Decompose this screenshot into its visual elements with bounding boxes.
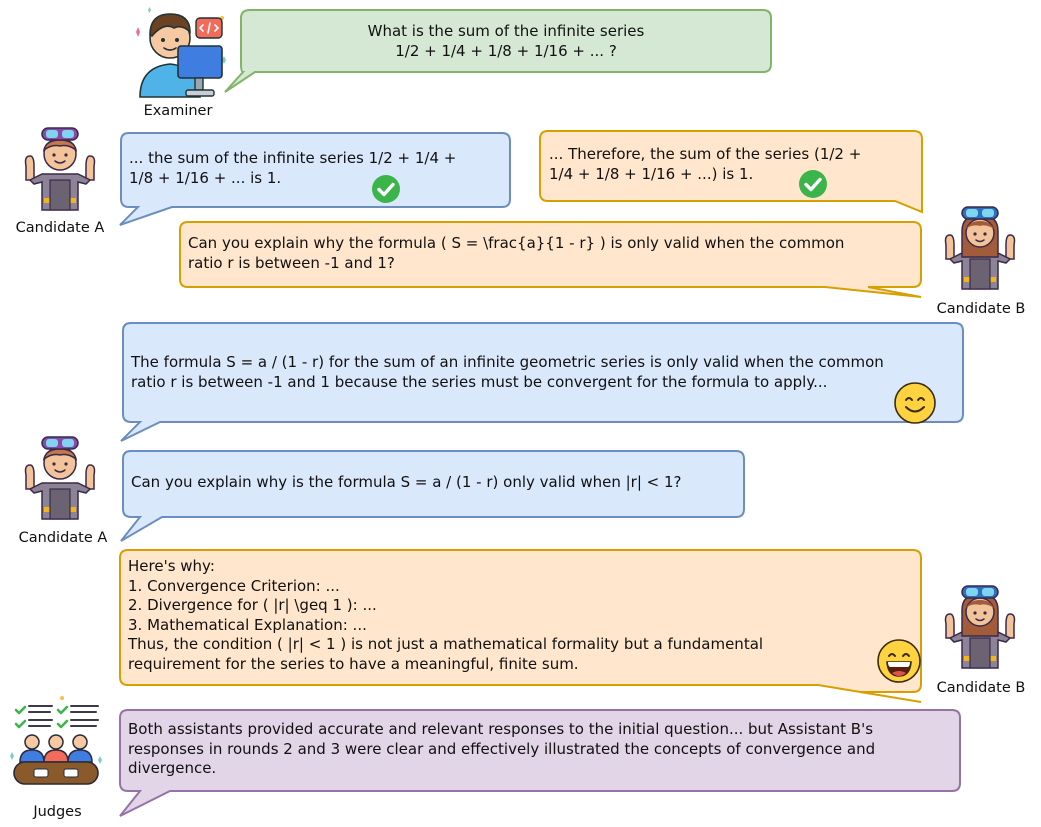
candidate-a-avatar-icon: [20, 122, 100, 214]
candidate-b-answer-text: ... Therefore, the sum of the series (1/2 + 1/4 + 1/8 + 1/16 + ...) is 1.: [549, 145, 862, 183]
candidate-a-explanation-text: The formula S = a / (1 - r) for the sum of an infinite geometric series is only valid when the common ratio r is between -1 and 1 because the series must be convergent for the formula to apply...: [131, 353, 884, 391]
judges-label: Judges: [33, 804, 82, 820]
smiling-face-icon: [893, 381, 937, 425]
candidate-a-avatar-icon: [20, 431, 100, 523]
judges-panel-icon: [6, 694, 106, 798]
green-check-icon: [798, 169, 828, 199]
candidate-b-avatar-icon: [940, 580, 1020, 672]
candidate-a-label: Candidate A: [18, 530, 108, 546]
judges-verdict-text: Both assistants provided accurate and relevant responses to the initial question... but Assistant B's responses in rounds 2 and 3 were clear and effectively illustrated the concepts of convergence and divergence.: [128, 720, 876, 777]
candidate-b-question-text: Can you explain why the formula ( S = \frac{a}{1 - r} ) is only valid when the common ratio r is between -1 and 1?: [188, 234, 845, 272]
candidate-a-label: Candidate A: [15, 220, 105, 236]
grinning-face-icon: [876, 638, 922, 684]
examiner-question-text: What is the sum of the infinite series 1/2 + 1/4 + 1/8 + 1/16 + ... ?: [367, 22, 645, 60]
candidate-a-question-text: Can you explain why is the formula S = a / (1 - r) only valid when |r| < 1?: [131, 473, 682, 491]
candidate-b-avatar-icon: [940, 201, 1020, 293]
candidate-b-explanation-text: Here's why: 1. Convergence Criterion: ... 2. Divergence for ( |r| \geq 1 ): ... 3. Mathematical Explanation: ... Thus, the condition ( |r| < 1 ) is not just a mathematical formality but a fundamental requirement for the series to have a meaningful, finite sum.: [128, 557, 764, 673]
examiner-at-computer-icon: [130, 2, 230, 100]
examiner-label: Examiner: [143, 103, 213, 119]
candidate-b-label: Candidate B: [936, 680, 1026, 696]
candidate-a-question-bubble: [121, 451, 744, 541]
candidate-b-label: Candidate B: [936, 301, 1026, 317]
green-check-icon: [371, 174, 401, 204]
candidate-a-answer-text: ... the sum of the infinite series 1/2 + 1/4 + 1/8 + 1/16 + ... is 1.: [129, 149, 457, 187]
